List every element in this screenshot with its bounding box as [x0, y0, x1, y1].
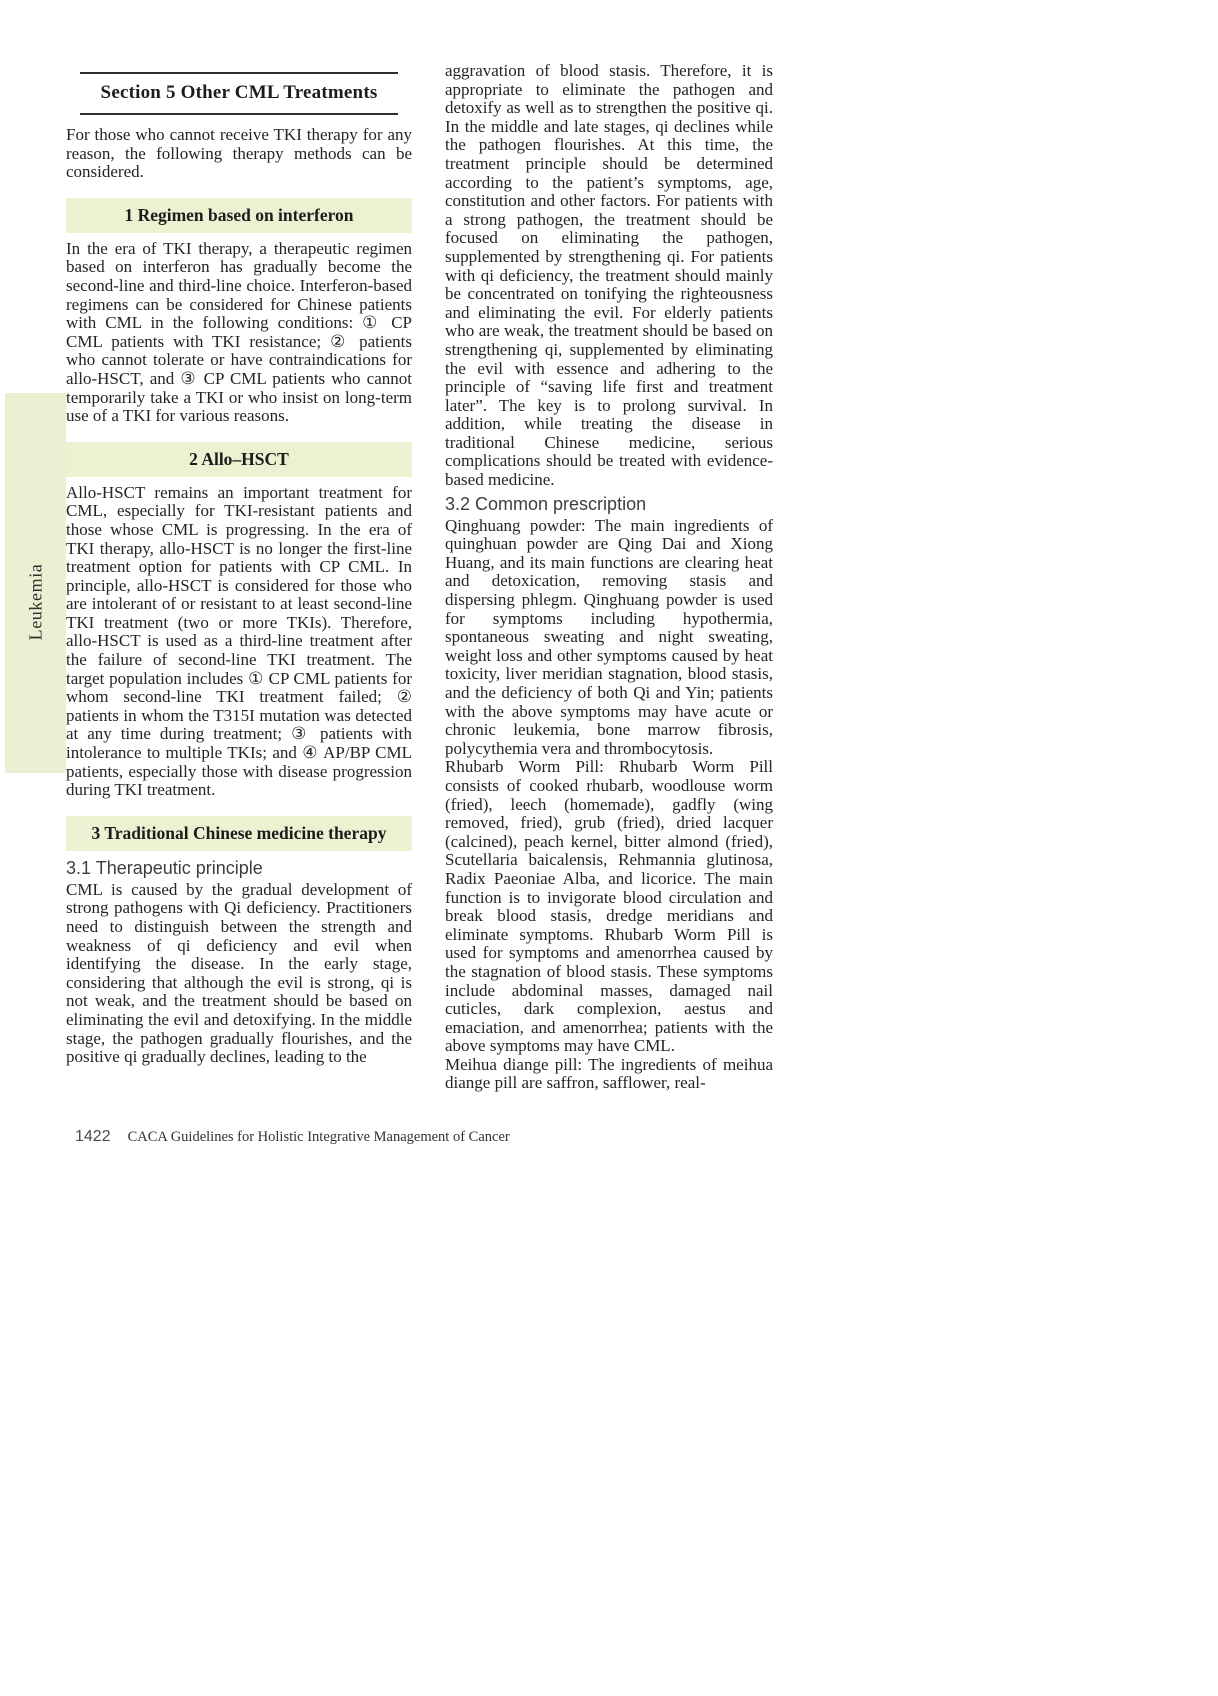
paragraph-therapeutic-principle-continued: aggravation of blood stasis. Therefore, it is appropriate to eliminate the pathogen and detoxify as well as to strengthen the positive qi. In the middle and late stages, qi declines while the pathogen flourishes. At this time, the treatment principle should be determined according to the patient’s symptoms, age, constitution and other factors. For patients with a strong pathogen, the treatment should be focused on eliminating the pathogen, supplemented by strengthening qi. For patients with qi deficiency, the treatment should mainly be concentrated on tonifying the righteousness and eliminating the evil. For elderly patients who are weak, the treatment should be based on strengthening qi, supplemented by eliminating the evil with essence and adhering to the principle of “saving life first and treatment later”. The key is to prolong survival. In addition, while treating the disease in traditional Chinese medicine, serious complications should be treated with evidence-based medicine. — [445, 61, 773, 490]
subheading-common-prescription: 3.2 Common prescription — [445, 493, 647, 514]
intro-paragraph: For those who cannot receive TKI therapy for any reason, the following therapy methods can be considered. — [66, 125, 412, 182]
chapter-tab — [5, 393, 66, 773]
heading-regimen-interferon: 1 Regimen based on interferon — [66, 198, 412, 233]
left-column — [66, 72, 412, 1067]
section-title: Section 5 Other CML Treatments — [100, 82, 378, 103]
subheading-therapeutic-principle: 3.1 Therapeutic principle — [66, 857, 263, 878]
paragraph-allo-hsct: Allo-HSCT remains an important treatment for CML, especially for TKI-resistant patients and those whose CML is progressing. In the era of TKI therapy, allo-HSCT is no longer the first-line treatment option for patients with CP CML. In principle, allo-HSCT is considered for those who are intolerant of or resistant to at least second-line TKI treatment (two or more TKIs). Therefore, allo-HSCT is used as a third-line treatment after the failure of second-line TKI treatment. The target population includes ① CP CML patients for whom second-line TKI treatment failed; ② patients in whom the T315I mutation was detected at any time during treatment; ③ patients with intolerance to multiple TKIs; and ④ AP/BP CML patients, especially those with disease progression during TKI treatment. — [66, 482, 412, 800]
footer-title: CACA Guidelines for Holistic Integrative Management of Cancer — [127, 1129, 510, 1145]
heading-allo-hsct: 2 Allo–HSCT — [66, 442, 412, 477]
title-rule-bottom — [80, 113, 398, 115]
paragraph-rhubarb-worm-pill: Rhubarb Worm Pill: Rhubarb Worm Pill consists of cooked rhubarb, woodlouse worm (fried), leech (homemade), gadfly (wing removed, fried), grub (fried), dried lacquer (calcined), peach kernel, bitter almond (fried), Scutellaria baicalensis, Rehmannia glutinosa, Radix Paeoniae Alba, and licorice. The main function is to invigorate blood circulation and break blood stasis, dredge meridians and eliminate symptoms. Rhubarb Worm Pill is used for symptoms and amenorrhea caused by the stagnation of blood stasis. These symptoms include abdominal masses, damaged nail cuticles, dark complexion, aestus and emaciation, and amenorrhea; patients with the above symptoms may have CML. — [445, 757, 773, 1056]
heading-tcm-therapy: 3 Traditional Chinese medicine therapy — [66, 816, 412, 851]
page-footer — [75, 1128, 510, 1146]
page-number: 1422 — [75, 1128, 111, 1145]
paragraph-interferon: In the era of TKI therapy, a therapeutic regimen based on interferon has gradually become the second-line and third-line choice. Interferon-based regimens can be considered for Chinese patients with CML in the following conditions: ① CP CML patients with TKI resistance; ② patients who cannot tolerate or have contraindications for allo-HSCT, and ③ CP CML patients who cannot temporarily take a TKI or who insist on long-term use of a TKI for various reasons. — [66, 238, 412, 426]
paragraph-meihua-diange-pill: Meihua diange pill: The ingredients of meihua diange pill are saffron, safflower, real- — [445, 1054, 773, 1093]
paragraph-qinghuang-powder: Qinghuang powder: The main ingredients of quinghuan powder are Qing Dai and Xiong Huang, and its main functions are clearing heat and detoxication, removing stasis and dispersing phlegm. Qinghuang powder is used for symptoms including hypothermia, spontaneous sweating and night sweating, weight loss and other symptoms caused by heat toxicity, liver meridian stagnation, blood stasis, and the deficiency of both Qi and Yin; patients with the above symptoms may have acute or chronic leukemia, bone marrow fibrosis, polycythemia vera and thrombocytosis. — [445, 515, 773, 758]
right-column — [445, 62, 773, 1093]
chapter-tab-label: Leukemia — [25, 563, 45, 641]
section-title-block — [66, 72, 412, 115]
paragraph-therapeutic-principle: CML is caused by the gradual development of strong pathogens with Qi deficiency. Practitioners need to distinguish between the strength and weakness of qi deficiency and evil when identifying the disease. In the early stage, considering that although the evil is strong, qi is not weak, and the treatment should be based on eliminating the evil and detoxifying. In the middle stage, the pathogen gradually flourishes, and the positive qi gradually declines, leading to the — [66, 879, 412, 1067]
